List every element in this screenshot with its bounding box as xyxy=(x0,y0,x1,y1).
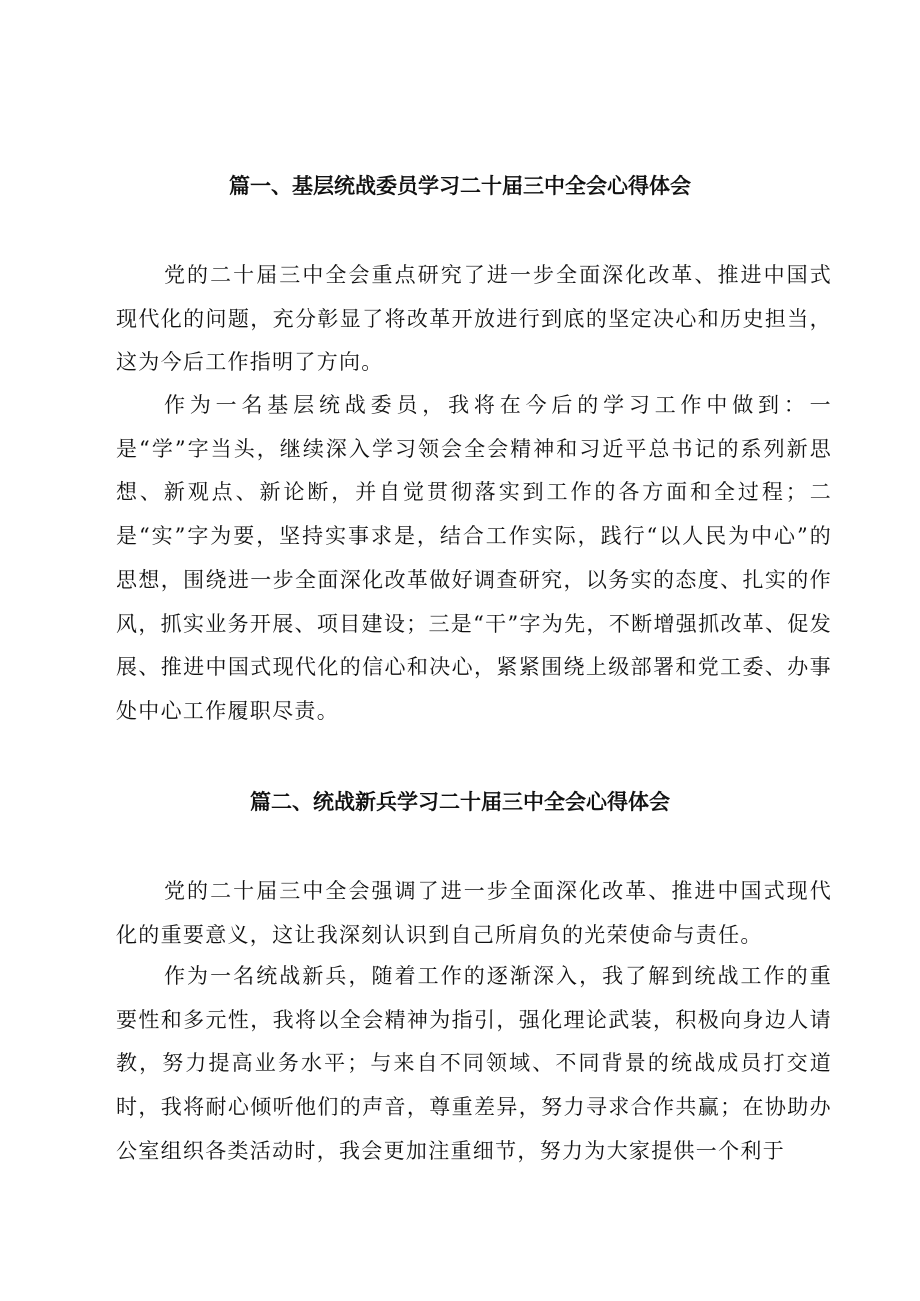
section-two-title: 篇二、统战新兵学习二十届三中全会心得体会 xyxy=(250,790,670,814)
section-two-paragraph-1: 党的二十届三中全会强调了进一步全面深化改革、推进中国式现代化的重要意义，这让我深刻认识到自己所肩负的光荣使命与责任。 xyxy=(116,879,832,947)
section-one-title: 篇一、基层统战委员学习二十届三中全会心得体会 xyxy=(229,174,691,198)
section-one-paragraph-1: 党的二十届三中全会重点研究了进一步全面深化改革、推进中国式现代化的问题，充分彰显了将改革开放进行到底的坚定决心和历史担当，这为今后工作指明了方向。 xyxy=(116,263,832,375)
section-one-paragraph-2: 作为一名基层统战委员，我将在今后的学习工作中做到：一是“学”字当头，继续深入学习领会全会精神和习近平总书记的系列新思想、新观点、新论断，并自觉贯彻落实到工作的各方面和全过程；二是“实”字为要，坚持实事求是，结合工作实际，践行“以人民为中心”的思想，围绕进一步全面深化改革做好调查研究，以务实的态度、扎实的作风，抓实业务开展、项目建设；三是“干”字为先，不断增强抓改革、促发展、推进中国式现代化的信心和决心，紧紧围绕上级部署和党工委、办事处中心工作履职尽责。 xyxy=(116,393,832,723)
section-two-paragraph-2: 作为一名统战新兵，随着工作的逐渐深入，我了解到统战工作的重要性和多元性，我将以全会精神为指引，强化理论武装，积极向身边人请教，努力提高业务水平；与来自不同领域、不同背景的统战成员打交道时，我将耐心倾听他们的声音，尊重差异，努力寻求合作共赢；在协助办公室组织各类活动时，我会更加注重细节，努力为大家提供一个利于 xyxy=(116,964,832,1163)
